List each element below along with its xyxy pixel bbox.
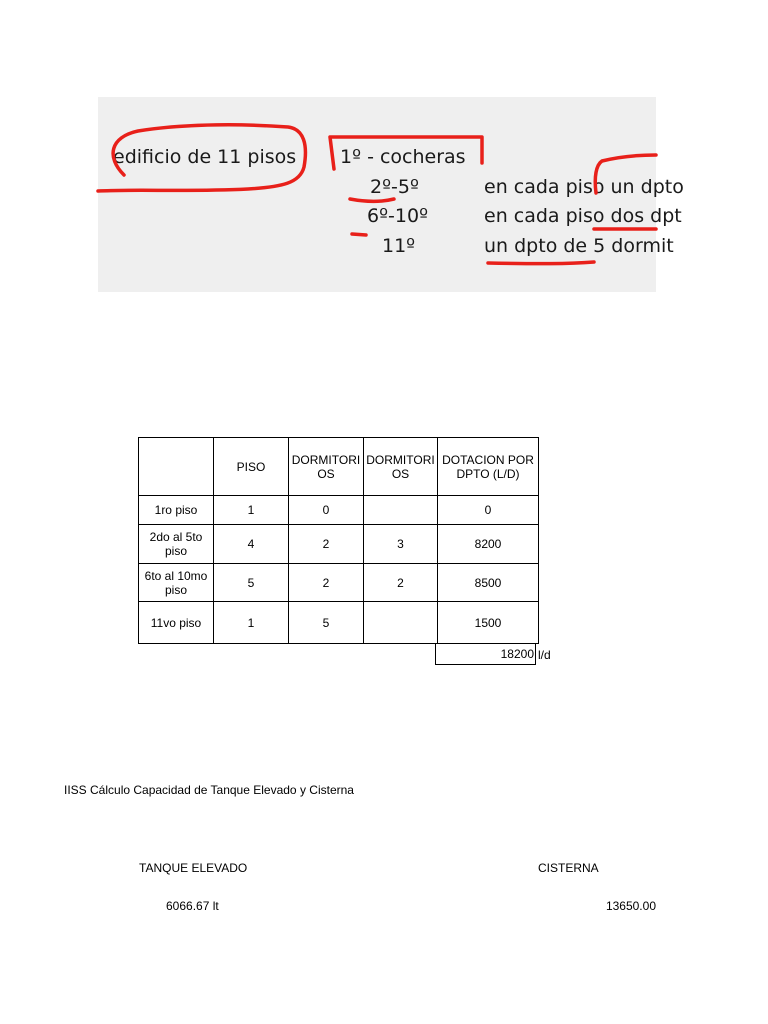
table-cell: 8200 xyxy=(438,525,539,564)
total-value: 18200 xyxy=(500,647,534,661)
table-header-cell xyxy=(139,438,214,496)
table-cell xyxy=(364,496,438,525)
table-cell: 3 xyxy=(364,525,438,564)
clip-text-floor-6-10: 6º-10º xyxy=(367,205,429,227)
table-cell: 2 xyxy=(289,525,364,564)
table-cell: 11vo piso xyxy=(139,602,214,644)
table-header-row xyxy=(139,438,539,496)
table-cell: 1 xyxy=(214,602,289,644)
table-header-cell: PISO xyxy=(214,438,289,496)
table-cell: 2 xyxy=(364,564,438,602)
table-header-cell: DOTACION POR DPTO (L/D) xyxy=(438,438,539,496)
clip-text-desc-1: en cada piso un dpto xyxy=(484,176,684,198)
table-cell xyxy=(364,602,438,644)
red-annotations xyxy=(98,97,656,292)
table-row xyxy=(139,525,539,564)
table-cell: 1 xyxy=(214,496,289,525)
table-cell: 0 xyxy=(289,496,364,525)
dotacion-table xyxy=(138,437,539,644)
tanque-label: TANQUE ELEVADO xyxy=(139,861,248,875)
table-cell: 2 xyxy=(289,564,364,602)
cisterna-label: CISTERNA xyxy=(538,861,599,875)
table-row xyxy=(139,496,539,525)
tanque-value: 6066.67 lt xyxy=(166,899,219,913)
clip-text-floor-11: 11º xyxy=(382,235,416,257)
clip-text-floor-1: 1º - cocheras xyxy=(340,146,466,168)
total-unit: l/d xyxy=(538,648,551,662)
table-cell: 0 xyxy=(438,496,539,525)
table-cell: 5 xyxy=(289,602,364,644)
clip-text-building: edificio de 11 pisos xyxy=(113,146,297,168)
table-cell: 4 xyxy=(214,525,289,564)
table-cell: 2do al 5to piso xyxy=(139,525,214,564)
cisterna-value: 13650.00 xyxy=(605,899,656,913)
table-header-cell: DORMITORI OS xyxy=(364,438,438,496)
table-cell: 1500 xyxy=(438,602,539,644)
table-header-cell: DORMITORI OS xyxy=(289,438,364,496)
table-cell: 8500 xyxy=(438,564,539,602)
table-cell: 5 xyxy=(214,564,289,602)
pasted-image xyxy=(98,97,684,292)
table-row xyxy=(139,564,539,602)
section-heading: IISS Cálculo Capacidad de Tanque Elevado y Cisterna xyxy=(64,783,354,797)
table-cell: 1ro piso xyxy=(139,496,214,525)
clip-text-floor-2-5: 2º-5º xyxy=(370,176,419,198)
table-row xyxy=(139,602,539,644)
table-cell: 6to al 10mo piso xyxy=(139,564,214,602)
total-cell xyxy=(435,644,536,665)
clip-text-desc-2: en cada piso dos dpt xyxy=(484,205,682,227)
clip-text-desc-3: un dpto de 5 dormit xyxy=(484,235,674,257)
